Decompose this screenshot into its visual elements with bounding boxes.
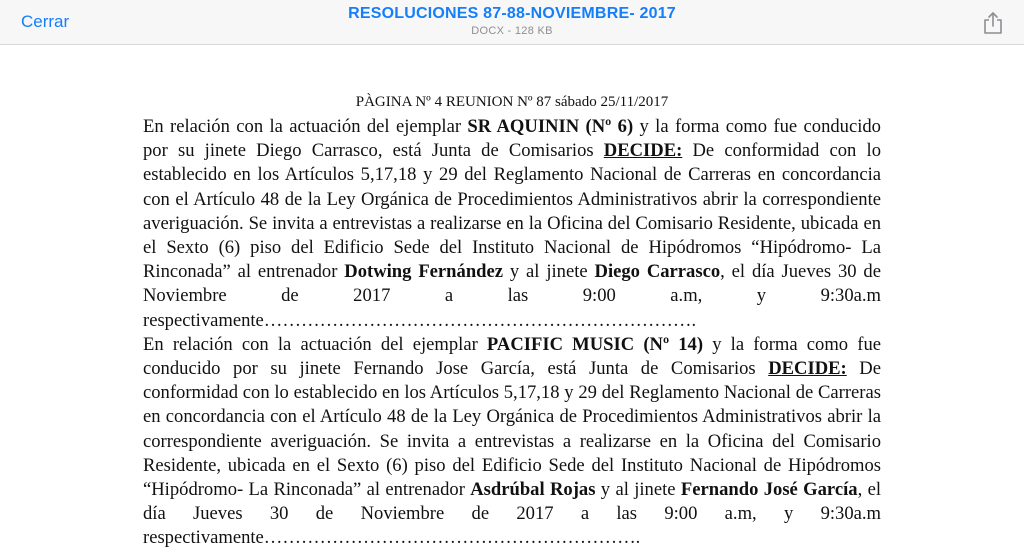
document-title: RESOLUCIONES 87-88-NOVIEMBRE- 2017 — [348, 5, 676, 22]
jockey-name: Fernando José García — [680, 479, 858, 501]
resolution-paragraph — [143, 115, 881, 333]
resolution-paragraph — [143, 333, 881, 551]
jockey-name: Diego Carrasco — [594, 261, 721, 283]
text-segment: y al jinete — [595, 479, 681, 501]
document-title-block — [0, 5, 1024, 37]
trainer-name: Asdrúbal Rojas — [470, 479, 596, 501]
horse-name: SR AQUININ (Nº 6) — [467, 116, 634, 137]
document-page — [0, 45, 1024, 555]
document-body — [143, 115, 881, 551]
decide-label: DECIDE: — [603, 140, 683, 162]
text-segment: De conformidad con lo establecido en los Artículos 5,17,18 y 29 del Reglamento Nacional de Carreras en concordancia con el Artículo 48 de la Ley Orgánica de Procedimientos Administrativos abrir la correspondiente averiguación. Se invita a entrevistas a realizarse en la Oficina del Comisario Residente, ubicada en el Sexto (6) piso del Edificio Sede del Instituto Nacional de Hipódromos “Hipódromo- La Rinconada” al entrenador — [143, 140, 881, 283]
document-file-info: DOCX - 128 KB — [471, 25, 553, 37]
text-segment: y la forma como fue conducido por su jinete Fernando Jose García, está Junta de Comisarios — [143, 333, 882, 380]
text-segment: En relación con la actuación del ejemplar — [143, 116, 468, 137]
text-segment: De conformidad con lo establecido en los Artículos 5,17,18 y 29 del Reglamento Nacional de Carreras en concordancia con el Artículo 48 de la Ley Orgánica de Procedimientos Administrativos abrir la correspondiente averiguación. Se invita a entrevistas a realizarse en la Oficina del Comisario Residente, ubicada en el Sexto (6) piso del Edificio Sede del Instituto Nacional de Hipódromos “Hipódromo- La Rinconada” al entrenador — [143, 358, 881, 501]
page-header: PÀGINA Nº 4 REUNION Nº 87 sábado 25/11/2017 — [355, 94, 669, 110]
text-segment: y al jinete — [503, 261, 595, 283]
horse-name: PACIFIC MUSIC (Nº 14) — [486, 333, 704, 355]
decide-label: DECIDE: — [768, 358, 847, 380]
text-segment: y la forma como fue conducido por su jinete Diego Carrasco, está Junta de Comisarios — [143, 116, 881, 162]
close-button[interactable]: Cerrar — [21, 12, 70, 31]
trainer-name: Dotwing Fernández — [344, 261, 504, 283]
text-segment: En relación con la actuación del ejemplar — [143, 333, 487, 355]
share-icon[interactable] — [980, 8, 1006, 36]
text-segment: , el día Jueves 30 de Noviembre de 2017 a las 9:00 a.m, y 9:30a.m respectivamente……………………………………………………. — [143, 479, 881, 549]
text-segment: , el día Jueves 30 de Noviembre de 2017 a las 9:00 a.m, y 9:30a.m respectivamente……………………………………………………………. — [143, 261, 881, 331]
toolbar — [0, 0, 1024, 45]
